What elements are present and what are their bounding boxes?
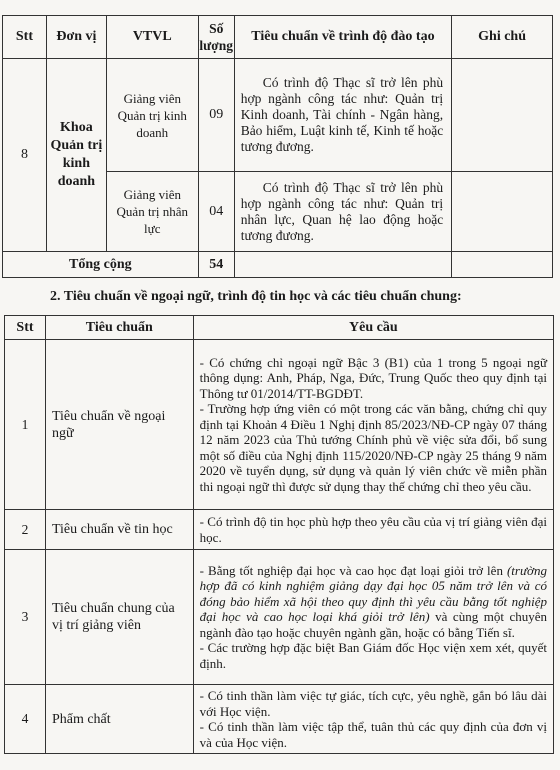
row-stt: 4 xyxy=(5,685,46,754)
requirement-text: - Bằng tốt nghiệp đại học và cao học đạt loại giỏi trở lên xyxy=(199,562,507,578)
requirement-line xyxy=(200,563,547,641)
total-label: Tổng cộng xyxy=(3,252,199,278)
requirement-text: và cùng một chuyên ngành đào tạo hoặc chuyên ngành gần, hoặc có bằng Tiến sĩ. xyxy=(199,609,547,640)
criteria-text: Có trình độ Thạc sĩ trở lên phù hợp ngành công tác như: Quản trị nhân lực, Quan hệ lao động hoặc tương đương. xyxy=(234,172,452,252)
standard-name: Tiêu chuẩn về tin học xyxy=(45,510,193,550)
requirement-line: - Có tinh thần làm việc tự giác, tích cực, yêu nghề, gắn bó lâu dài với Học viện. xyxy=(199,688,547,719)
requirement-line: - Có chứng chỉ ngoại ngữ Bậc 3 (B1) của 1 trong 5 ngoại ngữ thông dụng: Anh, Pháp, Nga, Đức, Trung Quốc theo quy định tại Thông tư 01/2014/TT-BGDĐT. xyxy=(199,354,547,401)
note-cell xyxy=(452,172,553,252)
requirement-line: - Có trình độ tin học phù hợp theo yêu cầu của vị trí giảng viên đại học. xyxy=(199,514,547,545)
table-row xyxy=(5,550,554,685)
standard-name: Phẩm chất xyxy=(45,685,193,754)
requirement-line: - Trường hợp ứng viên có một trong các văn bằng, chứng chỉ quy định tại Khoản 4 Điều 1 Nghị định 85/2023/NĐ-CP ngày 07 tháng 12 năm 2023 của Thủ tướng Chính phủ về việc sửa đổi, bổ sung một số điều của Nghị định 115/2020/NĐ-CP ngày 25 tháng 9 năm 2020 về tuyển dụng, sử dụng và quản lý viên chức về miễn phần thi ngoại ngữ thì được sử dụng thay thế chứng chỉ theo yêu cầu. xyxy=(199,401,547,494)
row-stt: 1 xyxy=(5,340,46,510)
header-criteria: Tiêu chuẩn về trình độ đào tạo xyxy=(234,16,452,59)
requirement-cell xyxy=(193,550,553,685)
position-name: Giảng viên Quản trị kinh doanh xyxy=(106,59,198,172)
total-empty-cell xyxy=(234,252,452,278)
table-row xyxy=(5,510,554,550)
requirement-line: - Có tinh thần làm việc tập thể, tuân thủ các quy định của đơn vị và của Học viện. xyxy=(199,719,547,750)
total-value: 54 xyxy=(198,252,234,278)
row-stt: 2 xyxy=(5,510,46,550)
row-stt: 8 xyxy=(3,59,47,252)
requirement-italic-note: (trường hợp đã có kinh nghiệm giảng dạy đại học 05 năm trở lên và có đóng bảo hiểm xã hội theo quy định thì yêu cầu bằng tốt nghiệp đại học và cao học loại khá giỏi trở lên) xyxy=(199,562,547,625)
quantity-value: 09 xyxy=(198,59,234,172)
header-unit: Đơn vị xyxy=(46,16,106,59)
header-standard: Tiêu chuẩn xyxy=(45,316,193,340)
header-quantity: Số lượng xyxy=(198,16,234,59)
standard-name: Tiêu chuẩn chung của vị trí giảng viên xyxy=(45,550,193,685)
header-stt: Stt xyxy=(3,16,47,59)
table-header-row xyxy=(5,316,554,340)
row-stt: 3 xyxy=(5,550,46,685)
quantity-value: 04 xyxy=(198,172,234,252)
header-note: Ghi chú xyxy=(452,16,553,59)
section-2-title: 2. Tiêu chuẩn về ngoại ngữ, trình độ tin học và các tiêu chuẩn chung: xyxy=(50,289,462,304)
table-row xyxy=(5,340,554,510)
requirement-cell xyxy=(193,685,553,754)
unit-name: Khoa Quản trị kinh doanh xyxy=(46,59,106,252)
total-empty-cell xyxy=(452,252,553,278)
table-row xyxy=(3,59,553,172)
table-row xyxy=(5,685,554,754)
requirement-cell xyxy=(193,340,553,510)
requirement-line: - Các trường hợp đặc biệt Ban Giám đốc Học viện xem xét, quyết định. xyxy=(199,640,547,671)
total-row xyxy=(3,252,553,278)
header-stt: Stt xyxy=(5,316,46,340)
note-cell xyxy=(452,59,553,172)
table-header-row xyxy=(3,16,553,59)
criteria-text: Có trình độ Thạc sĩ trở lên phù hợp ngành công tác như: Quản trị Kinh doanh, Tài chính - Ngân hàng, Bảo hiểm, Luật kinh tế, Kinh tế hoặc tương đương. xyxy=(234,59,452,172)
position-name: Giảng viên Quản trị nhân lực xyxy=(106,172,198,252)
staffing-table xyxy=(2,15,553,278)
header-requirement: Yêu cầu xyxy=(193,316,553,340)
requirement-cell xyxy=(193,510,553,550)
standard-name: Tiêu chuẩn về ngoại ngữ xyxy=(45,340,193,510)
standards-table xyxy=(4,315,554,754)
header-position: VTVL xyxy=(106,16,198,59)
